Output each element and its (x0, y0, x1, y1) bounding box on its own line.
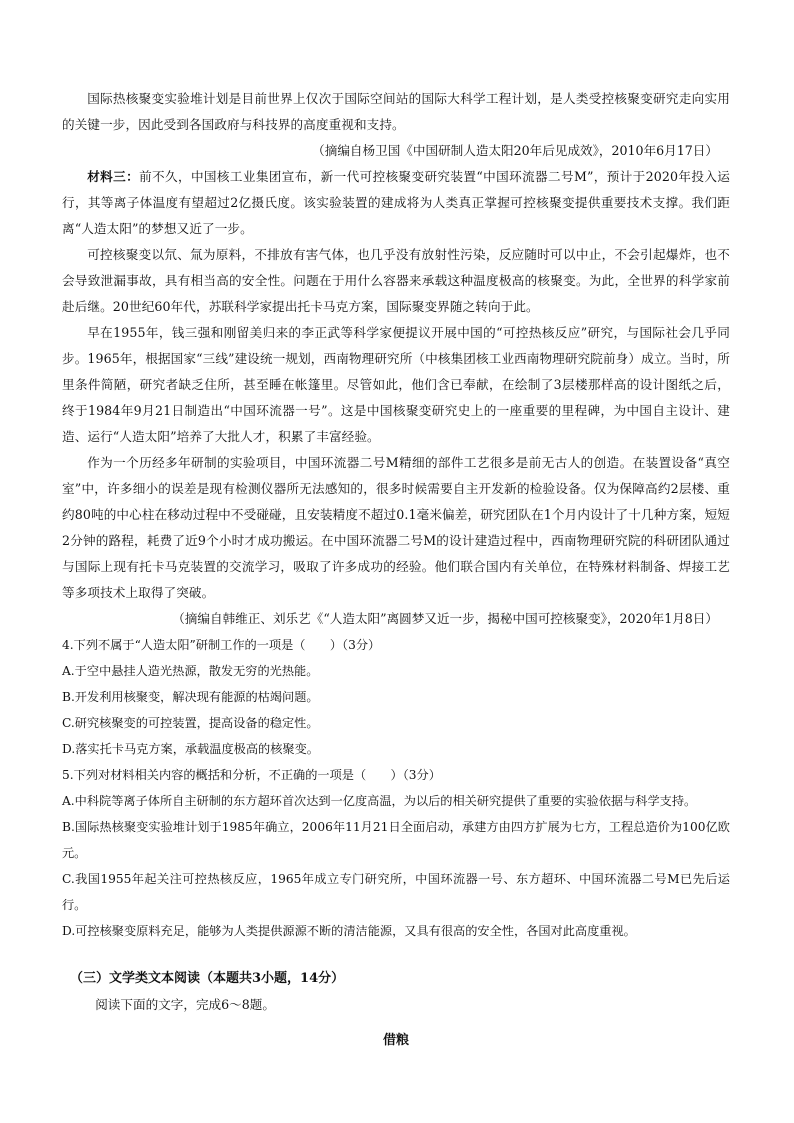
passage-title: 借粮 (382, 1033, 409, 1048)
question-4-option-c: C.研究核聚变的可控装置，提高设备的稳定性。 (62, 716, 319, 730)
paragraph-hl2m-engineering: 作为一个历经多年研制的实验项目，中国环流器二号M精细的部件工艺很多是前无古人的创造。在装置设备“真空室”中，许多细小的误差是现有检测仪器所无法感知的，很多时候需要自主开发新的检验设备。仅为保障高约2层楼、重约80吨的中心柱在移动过程中不受碰碰，且安装精度不超过0.1毫米偏差，研究团队在1个月内设计了十几种方案，短短2分钟的路程，耗费了近9个小时才成功搬运。在中国环流器二号M的设计建造过程中，西南物理研究院的科研团队通过与国际上现有托卡马克装置的交流学习，吸取了许多成功的经验。他们联合国内有关单位，在特殊材料制备、焊接工艺等多项技术上取得了突破。 (62, 455, 730, 600)
question-4-stem: 4.下列不属于“人造太阳”研制工作的一项是（ ）（3分） (62, 638, 381, 652)
question-5 (62, 762, 730, 944)
question-4 (62, 632, 730, 762)
section-3-instruction: 阅读下面的文字，完成6～8题。 (95, 997, 275, 1012)
question-5-stem: 5.下列对材料相关内容的概括和分析，不正确的一项是（ ）（3分） (62, 768, 441, 782)
question-5-option-c: C.我国1955年起关注可控热核反应，1965年成立专门研究所，中国环流器一号、东方超环、中国环流器二号M已先后运行。 (62, 872, 730, 912)
question-5-option-d: D.可控核聚变原料充足，能够为人类提供源源不断的清洁能源，又具有很高的安全性，各国对此高度重视。 (62, 924, 636, 938)
paragraph-china-history: 早在1955年，钱三强和刚留美归来的李正武等科学家便提议开展中国的“可控热核反应”研究，与国际社会几乎同步。1965年，根据国家“三线”建设统一规划，西南物理研究所（中核集团核工业西南物理研究院前身）成立。当时，所里条件简陋，研究者缺乏住所，甚至睡在帐篷里。尽管如此，他们含已奉献，在绘制了3层楼那样高的设计图纸之后，终于1984年9月21日制造出“中国环流器一号”。这是中国核聚变研究史上的一座重要的里程碑，为中国自主设计、建造、运行“人造太阳”培养了大批人才，积累了丰富经验。 (62, 325, 730, 444)
intro-paragraph: 国际热核聚变实验堆计划是目前世界上仅次于国际空间站的国际大科学工程计划，是人类受控核聚变研究走向实用的关键一步，因此受到各国政府与科技界的高度重视和支持。 (62, 91, 730, 132)
question-5-option-a: A.中科院等离子体所自主研制的东方超环首次达到一亿度高温，为以后的相关研究提供了重要的实验依据与科学支持。 (62, 794, 697, 808)
paragraph-fusion-safety: 可控核聚变以氘、氚为原料，不排放有害气体，也几乎没有放射性污染，反应随时可以中止，不会引起爆炸，也不会导致泄漏事故，具有相当高的安全性。问题在于用什么容器来承载这种温度极高的核聚变。为此，全世界的科学家前赴后继。20世纪60年代，苏联科学家提出托卡马克方案，国际聚变界随之转向于此。 (62, 247, 730, 314)
question-4-option-b: B.开发利用核聚变，解决现有能源的枯竭问题。 (62, 690, 319, 704)
question-5-option-b: B.国际热核聚变实验堆计划于1985年确立，2006年11月21日全面启动，承建方由四方扩展为七方，工程总造价为100亿欧元。 (62, 820, 730, 860)
material-3-text: 前不久，中国核工业集团宣布，新一代可控核聚变研究装置“中国环流器二号M”，预计于2020年投入运行，其等离子体温度有望超过2亿摄氏度。该实验装置的建成将为人类真正掌握可控核聚变提供重要技术支撑。我们距离“人造太阳”的梦想又近了一步。 (62, 169, 730, 236)
material-3-paragraph (62, 164, 730, 242)
source-citation-1: （摘编自杨卫国《中国研制人造太阳20年后见成效》，2010年6月17日） (312, 143, 718, 158)
question-4-option-a: A.于空中悬挂人造光热源，散发无穷的光热能。 (62, 664, 319, 678)
question-4-option-d: D.落实托卡马克方案，承载温度极高的核聚变。 (62, 742, 319, 756)
page-content (62, 86, 730, 1054)
source-citation-2: （摘编自韩维正、刘乐艺《“人造太阳”离圆梦又近一步，揭秘中国可控核聚变》，2020年1月8日） (172, 611, 718, 626)
section-3-heading: （三）文学类文本阅读（本题共3小题，14分） (70, 971, 345, 986)
material-3-label: 材料三： (87, 169, 140, 184)
